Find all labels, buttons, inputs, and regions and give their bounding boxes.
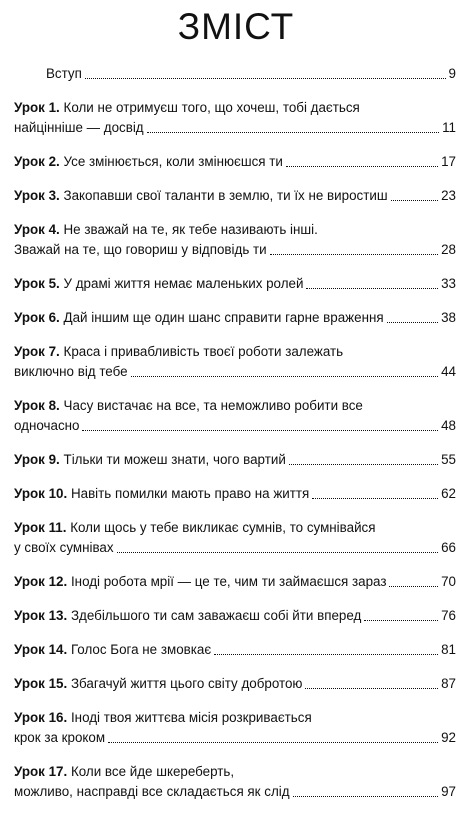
toc-entry-last-line: [14, 362, 456, 382]
lesson-title-line: У драмі життя немає маленьких ролей: [63, 276, 304, 291]
dot-leader: [391, 199, 439, 201]
lesson-title-line: Іноді робота мрії — це те, чим ти займаєшся зараз: [70, 574, 387, 589]
lesson-label: Урок 11.: [14, 520, 67, 535]
dot-leader: [289, 463, 438, 465]
toc-entry-text: [14, 450, 286, 470]
page-number: 76: [441, 608, 456, 623]
page-number: 23: [441, 188, 456, 203]
toc-entry-last-line: [14, 782, 456, 802]
lesson-title-line: Коли щось у тебе викликає сумнів, то сумнівайся: [70, 520, 376, 535]
toc-entry[interactable]: [14, 220, 456, 260]
lesson-title-line: Не зважай на те, як тебе називають інші.: [63, 222, 318, 237]
toc-entry-last-line: [14, 308, 456, 328]
toc-entry[interactable]: [14, 606, 456, 626]
lesson-label: Урок 7.: [14, 344, 60, 359]
toc-entry-text: [14, 728, 105, 748]
lesson-title-line: Збагачуй життя цього світу добротою: [70, 676, 303, 691]
toc-entry[interactable]: [14, 64, 456, 84]
lesson-title-line: Вступ: [46, 66, 82, 81]
lesson-title-line: Закопавши свої таланти в землю, ти їх не виростиш: [63, 188, 388, 203]
toc-entry-text: [14, 538, 114, 558]
toc-entry-last-line: [14, 640, 456, 660]
toc-entry[interactable]: [14, 484, 456, 504]
page-number: 70: [441, 574, 456, 589]
toc-entry-text: [14, 572, 386, 592]
lesson-title-line: Усе змінюється, коли змінюєшся ти: [63, 154, 283, 169]
toc-entry-line: [14, 518, 456, 538]
lesson-label: Урок 5.: [14, 276, 60, 291]
toc-entry-last-line: [14, 606, 456, 626]
dot-leader: [108, 741, 438, 743]
page-number: 44: [441, 364, 456, 379]
page-title: ЗМІСТ: [177, 6, 295, 47]
toc-entry-text: [14, 710, 312, 725]
toc-entry-text: [14, 362, 128, 382]
lesson-label: Урок 2.: [14, 154, 60, 169]
toc-entry[interactable]: [14, 396, 456, 436]
toc-entry-text: [46, 64, 82, 84]
toc-entry-text: [14, 640, 211, 660]
lesson-label: Урок 12.: [14, 574, 68, 589]
toc-entry[interactable]: [14, 186, 456, 206]
dot-leader: [387, 321, 438, 323]
lesson-label: Урок 1.: [14, 100, 60, 115]
lesson-title-line: Коли не отримуєш того, що хочеш, тобі дається: [63, 100, 360, 115]
toc-entry-text: [14, 782, 290, 802]
lesson-title-line: одночасно: [14, 418, 80, 433]
toc-entry[interactable]: [14, 708, 456, 748]
page-number: 55: [441, 452, 456, 467]
page-number: 66: [441, 540, 456, 555]
toc-entry[interactable]: [14, 342, 456, 382]
toc-entry-last-line: [14, 240, 456, 260]
lesson-title-line: Зважай на те, що говориш у відповідь ти: [14, 242, 267, 257]
toc-entry-line: [14, 396, 456, 416]
toc-entry[interactable]: [14, 274, 456, 294]
toc-entry-text: [14, 118, 144, 138]
dot-leader: [293, 795, 439, 797]
dot-leader: [147, 131, 439, 133]
page-number: 33: [441, 276, 456, 291]
toc-entry-text: [14, 222, 318, 237]
toc-entry[interactable]: [14, 450, 456, 470]
toc-entry[interactable]: [14, 762, 456, 802]
toc-entry-text: [14, 606, 361, 626]
lesson-title-line: Часу вистачає на все, та неможливо робити все: [63, 398, 363, 413]
lesson-title-line: у своїх сумнівах: [14, 540, 114, 555]
dot-leader: [286, 165, 438, 167]
toc-entry-text: [14, 344, 343, 359]
toc-entry-text: [14, 274, 303, 294]
lesson-label: Урок 9.: [14, 452, 60, 467]
lesson-label: Урок 6.: [14, 310, 60, 325]
toc-entry-text: [14, 398, 363, 413]
toc-entry-line: [14, 342, 456, 362]
dot-leader: [82, 429, 438, 431]
dot-leader: [117, 551, 439, 553]
lesson-label: Урок 8.: [14, 398, 60, 413]
toc-entry-last-line: [14, 728, 456, 748]
table-of-contents: [14, 64, 456, 816]
lesson-title-line: Дай іншим ще один шанс справити гарне враження: [63, 310, 384, 325]
lesson-title-line: крок за кроком: [14, 730, 106, 745]
lesson-title-line: Навіть помилки мають право на життя: [70, 486, 310, 501]
dot-leader: [312, 497, 438, 499]
lesson-title-line: Іноді твоя життєва місія розкривається: [70, 710, 312, 725]
page-number: 48: [441, 418, 456, 433]
toc-entry-last-line: [14, 538, 456, 558]
dot-leader: [306, 287, 438, 289]
page-number: 28: [441, 242, 456, 257]
toc-entry[interactable]: [14, 640, 456, 660]
toc-entry-text: [14, 308, 384, 328]
lesson-label: Урок 14.: [14, 642, 68, 657]
dot-leader: [305, 687, 438, 689]
toc-entry[interactable]: [14, 572, 456, 592]
page-number: 11: [442, 120, 456, 135]
toc-entry-line: [14, 98, 456, 118]
page-number: 9: [448, 66, 456, 81]
dot-leader: [364, 619, 438, 621]
toc-entry-line: [14, 762, 456, 782]
lesson-label: Урок 13.: [14, 608, 68, 623]
dot-leader: [85, 77, 446, 79]
lesson-title-line: Тільки ти можеш знати, чого вартий: [63, 452, 286, 467]
lesson-label: Урок 4.: [14, 222, 60, 237]
toc-entry[interactable]: [14, 152, 456, 172]
lesson-title-line: Коли все йде шкереберть,: [70, 764, 235, 779]
toc-entry[interactable]: [14, 98, 456, 138]
lesson-label: Урок 17.: [14, 764, 68, 779]
lesson-label: Урок 10.: [14, 486, 68, 501]
toc-entry-last-line: [14, 186, 456, 206]
toc-entry-text: [14, 240, 267, 260]
toc-entry-text: [14, 674, 302, 694]
lesson-title-line: Голос Бога не змовкає: [70, 642, 212, 657]
toc-entry-last-line: [14, 416, 456, 436]
dot-leader: [214, 653, 438, 655]
page-number: 87: [441, 676, 456, 691]
toc-entry[interactable]: [14, 518, 456, 558]
toc-entry-line: [14, 708, 456, 728]
toc-entry-last-line: [14, 152, 456, 172]
toc-entry-text: [14, 520, 376, 535]
toc-entry-last-line: [14, 572, 456, 592]
toc-entry-text: [14, 100, 360, 115]
dot-leader: [389, 585, 438, 587]
page-number: 92: [441, 730, 456, 745]
dot-leader: [131, 375, 439, 377]
toc-entry-last-line: [14, 674, 456, 694]
toc-entry-last-line: [14, 484, 456, 504]
lesson-label: Урок 3.: [14, 188, 60, 203]
toc-entry[interactable]: [14, 674, 456, 694]
toc-entry-last-line: [14, 450, 456, 470]
toc-entry-text: [14, 186, 388, 206]
lesson-label: Урок 15.: [14, 676, 68, 691]
page-number: 38: [441, 310, 456, 325]
toc-entry-text: [14, 152, 283, 172]
page-number: 81: [441, 642, 456, 657]
toc-entry-last-line: [14, 118, 456, 138]
toc-entry-text: [14, 416, 79, 436]
toc-entry-line: [14, 220, 456, 240]
page-number: 97: [441, 784, 456, 799]
lesson-title-line: Краса і привабливість твоєї роботи залежать: [63, 344, 344, 359]
toc-entry[interactable]: [14, 308, 456, 328]
toc-entry-text: [14, 764, 234, 779]
lesson-title-line: виключно від тебе: [14, 364, 128, 379]
page-number: 17: [441, 154, 456, 169]
lesson-title-line: найцінніше — досвід: [14, 120, 144, 135]
lesson-label: Урок 16.: [14, 710, 68, 725]
toc-entry-last-line: [14, 274, 456, 294]
lesson-title-line: Здебільшого ти сам заважаєш собі йти вперед: [70, 608, 362, 623]
lesson-title-line: можливо, насправді все складається як слід: [14, 784, 290, 799]
page-number: 62: [441, 486, 456, 501]
toc-entry-last-line: [14, 64, 456, 84]
toc-entry-text: [14, 484, 309, 504]
dot-leader: [270, 253, 438, 255]
